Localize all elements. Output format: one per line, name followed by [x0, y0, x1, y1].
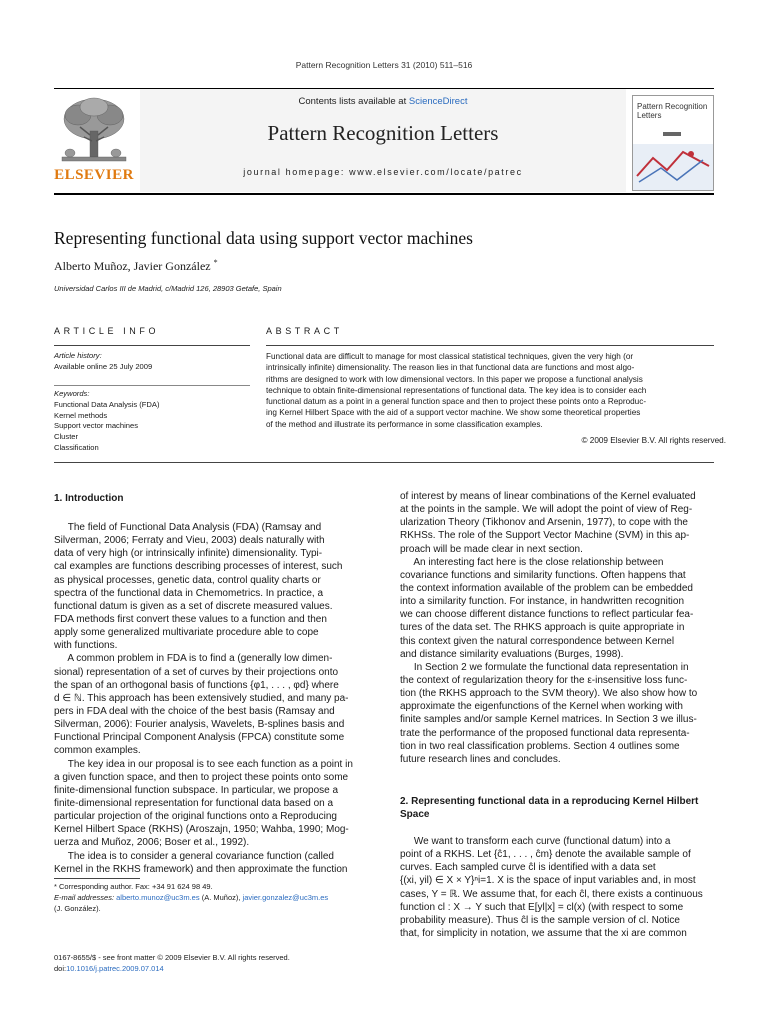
text-line: In Section 2 we formulate the functional data representation in [400, 661, 689, 673]
text-line: future research lines and concludes. [400, 753, 561, 765]
right-column-text [400, 490, 730, 766]
text-line: {(xi, yil) ∈ X × Y}ⁿi=1. X is the space of input variables and, in most [400, 875, 696, 887]
section-heading-line: Space [400, 809, 430, 820]
divider [54, 345, 250, 346]
homepage-url[interactable]: www.elsevier.com/locate/patrec [349, 167, 523, 177]
keyword: Functional Data Analysis (FDA) [54, 399, 160, 409]
text-line: we can choose different distance functions to reflect particular fea- [400, 609, 694, 621]
keyword: Support vector machines [54, 421, 138, 431]
footnote [54, 881, 394, 914]
text-line: this context given the natural correspondence between Kernel [400, 635, 675, 647]
text-line: finite-dimensional function subspace. In particular, we propose a [54, 784, 339, 796]
text-line: The field of Functional Data Analysis (FDA) (Ramsay and [54, 522, 322, 533]
copyright-notice: © 2009 Elsevier B.V. All rights reserved. [581, 436, 726, 445]
text-line: d ∈ ℕ. This approach has been extensively studied, and many pa- [54, 692, 349, 704]
abstract-line: functional datum as a point in a general function space and then to project these points onto a Reproduc- [266, 397, 647, 407]
text-line: RKHSs. The role of the Support Vector Machine (SVM) in this ap- [400, 530, 690, 542]
text-line: at the points in the sample. We will adopt the point of view of Reg- [400, 504, 693, 516]
journal-homepage [140, 167, 626, 177]
text-line: The key idea in our proposal is to see each function as a point in [54, 758, 353, 770]
masthead-center [140, 89, 626, 192]
left-column-text [54, 521, 380, 876]
authors: Alberto Muñoz, Javier González [54, 259, 211, 273]
text-line: curves. Each sampled curve ĉl is identified with a data set [400, 862, 656, 874]
text-line: data of very high (or intrinsically infinite) dimensionality. Typi- [54, 548, 323, 560]
issn-line: 0167-8655/$ - see front matter © 2009 Elsevier B.V. All rights reserved. [54, 953, 290, 962]
text-line: The idea is to consider a general covariance function (called [54, 850, 334, 862]
section-heading-2 [400, 795, 698, 821]
text-line: FDA methods first convert these values to a function and then [54, 613, 327, 625]
divider [54, 462, 714, 463]
text-line: apply some generalized multivariate procedure able to cope [54, 627, 319, 639]
text-line: the context of regularization theory for the ε-insensitive loss func- [400, 674, 688, 686]
text-line: covariance functions and similarity functions. Often happens that [400, 569, 686, 581]
paper-title: Representing functional data using support vector machines [54, 228, 473, 248]
text-line: trate the performance of the proposed functional data representa- [400, 727, 690, 739]
email-owner: (J. González). [54, 904, 101, 913]
divider [54, 385, 250, 386]
abstract-line: ing Kernel Hilbert Space with the aid of a support vector machine. We show some theoretical properties [266, 408, 641, 418]
text-line: Kernel Hilbert Space (RKHS) (Aroszajn, 1950; Wahba, 1990; Mog- [54, 824, 349, 836]
abstract-line: Functional data are difficult to manage for most classical statistical techniques, given the very high (or [266, 352, 634, 361]
section-heading-introduction: 1. Introduction [54, 493, 124, 504]
text-line: pers in FDA deal with the choice of the best basis (Ramsay and [54, 705, 335, 717]
text-line: tion in two real classification problems. Section 4 outlines some [400, 740, 680, 752]
author-list [54, 258, 218, 274]
text-line: proach will be made clear in next section. [400, 543, 583, 555]
email-link-munoz[interactable]: alberto.munoz@uc3m.es [116, 893, 200, 902]
text-line: particular projection of the original functions onto a Reproducing [54, 811, 337, 823]
divider [266, 345, 714, 346]
abstract-line: rithms are designed to work with low dimensional vectors. In this paper we propose a functional analysis [266, 374, 643, 384]
text-line: Kernel in the RKHS framework) and then approximate the function [54, 863, 348, 875]
abstract-heading: ABSTRACT [266, 326, 343, 336]
keyword: Cluster [54, 432, 79, 442]
contents-line [140, 96, 626, 107]
history-label: Article history: [54, 351, 102, 360]
text-line: tures of the data set. The RHKS approach is quite appropriate in [400, 622, 685, 634]
email-label: E-mail addresses: [54, 893, 117, 902]
text-line: as physical processes, genetic data, control quality charts or [54, 574, 321, 586]
journal-title: Pattern Recognition Letters [267, 121, 499, 145]
text-line: tion (the RKHS approach to the SVM theory). We also show how to [400, 688, 698, 700]
text-line: uerza and Muñoz, 2006; Boser et al., 1992). [54, 837, 250, 849]
cover-title: Pattern Recognition Letters [637, 102, 708, 120]
elsevier-logo[interactable] [54, 93, 134, 189]
right-column-text-section-2 [400, 835, 730, 940]
email-owner: (A. Muñoz), [199, 893, 243, 902]
cover-art-icon [633, 96, 713, 190]
journal-masthead [54, 88, 714, 195]
abstract-line: of the method and illustrate its performance in some classification examples. [266, 419, 543, 429]
text-line: that, for simplicity in notation, we assume that the xi are common [400, 927, 687, 939]
article-info-heading: ARTICLE INFO [54, 326, 160, 336]
journal-cover-thumbnail[interactable] [632, 95, 714, 191]
corresponding-author-mark[interactable]: * [213, 258, 218, 267]
contents-prefix: Contents lists available at [298, 96, 409, 107]
keywords-label: Keywords: [54, 389, 90, 398]
abstract-line: intrinsically infinite) dimensionality. The reason lies in that functional data are functions and most algo- [266, 363, 635, 373]
text-line: functional datum is given as a set of discrete measured values. [54, 600, 333, 612]
text-line: Silverman, 2006; Ferraty and Vieu, 2003) deals naturally with [54, 535, 325, 547]
text-line: function cl : X → Y such that E[yl|x] = cl(x) (with respect to some [400, 901, 684, 913]
text-line: Functional Principal Component Analysis (FPCA) constitute some [54, 732, 345, 744]
history-value: Available online 25 July 2009 [54, 361, 153, 371]
text-line: spectra of the functional data in Chemometrics. In practice, a [54, 587, 324, 599]
publisher-wordmark: ELSEVIER [54, 167, 134, 183]
keyword: Kernel methods [54, 410, 108, 420]
text-line: A common problem in FDA is to find a (generally low dimen- [54, 653, 333, 665]
email-link-gonzalez[interactable]: javier.gonzalez@uc3m.es [242, 893, 329, 902]
text-line: common examples. [54, 745, 141, 757]
article-history [54, 351, 250, 373]
section-heading-line: 2. Representing functional data in a reproducing Kernel Hilbert [400, 796, 699, 807]
text-line: We want to transform each curve (functional datum) into a [400, 836, 671, 847]
text-line: probability measure). Thus ĉl is the sample version of cl. Notice [400, 914, 680, 926]
corresponding-author-note: * Corresponding author. Fax: +34 91 624 98 49. [54, 882, 213, 891]
text-line: approximate the eigenfunctions of the Kernel when working with [400, 701, 683, 713]
keyword: Classification [54, 442, 99, 452]
text-line: a given function space, and then to project these points onto some [54, 771, 349, 783]
text-line: the context information available of the problem can be embedded [400, 582, 693, 594]
text-line: of interest by means of linear combinations of the Kernel evaluated [400, 491, 696, 502]
keywords [54, 389, 250, 454]
text-line: with functions. [54, 640, 118, 652]
text-line: finite-dimensional representation for functional data based on a [54, 797, 334, 809]
text-line: point of a RKHS. Let {ĉ1, . . . , ĉm} denote the available sample of [400, 849, 691, 861]
affiliation: Universidad Carlos III de Madrid, c/Madrid 126, 28903 Getafe, Spain [54, 284, 282, 293]
doi-line [54, 963, 394, 974]
abstract-text [266, 351, 726, 430]
text-line: the span of an orthogonal basis of functions {φ1, . . . , φd} where [54, 679, 339, 691]
abstract-line: technique to obtain finite-dimensional representations of functional data. The key idea is to consider each [266, 385, 647, 395]
text-line: sional) representation of a set of curves by their projections onto [54, 666, 339, 678]
doi-prefix: doi: [54, 964, 67, 973]
email-line [54, 892, 394, 903]
doi-link[interactable]: 10.1016/j.patrec.2009.07.014 [66, 964, 164, 973]
footnote-divider [54, 878, 140, 879]
text-line: ularization Theory (Tikhonov and Arsenin, 1977), to cope with the [400, 517, 688, 529]
journal-reference: Pattern Recognition Letters 31 (2010) 511–516 [295, 60, 473, 70]
text-line: and distance similarity evaluations (Burges, 1998). [400, 648, 624, 660]
text-line: finite samples and/or sample Kernel matrices. In Section 3 we illus- [400, 714, 697, 726]
text-line: An interesting fact here is the close relationship between [400, 556, 664, 568]
page-footer [54, 952, 394, 974]
text-line: cal examples are functions describing processes of interest, such [54, 561, 343, 573]
sciencedirect-link[interactable]: ScienceDirect [408, 96, 468, 107]
text-line: cases, Y = ℝ. We assume that, for each ĉl, there exists a continuous [400, 888, 703, 900]
homepage-prefix: journal homepage: [243, 167, 350, 177]
text-line: Silverman, 2006): Fourier analysis, Wavelets, B-splines basis and [54, 719, 345, 731]
text-line: into a similarity function. For instance, in handwritten recognition [400, 596, 685, 608]
